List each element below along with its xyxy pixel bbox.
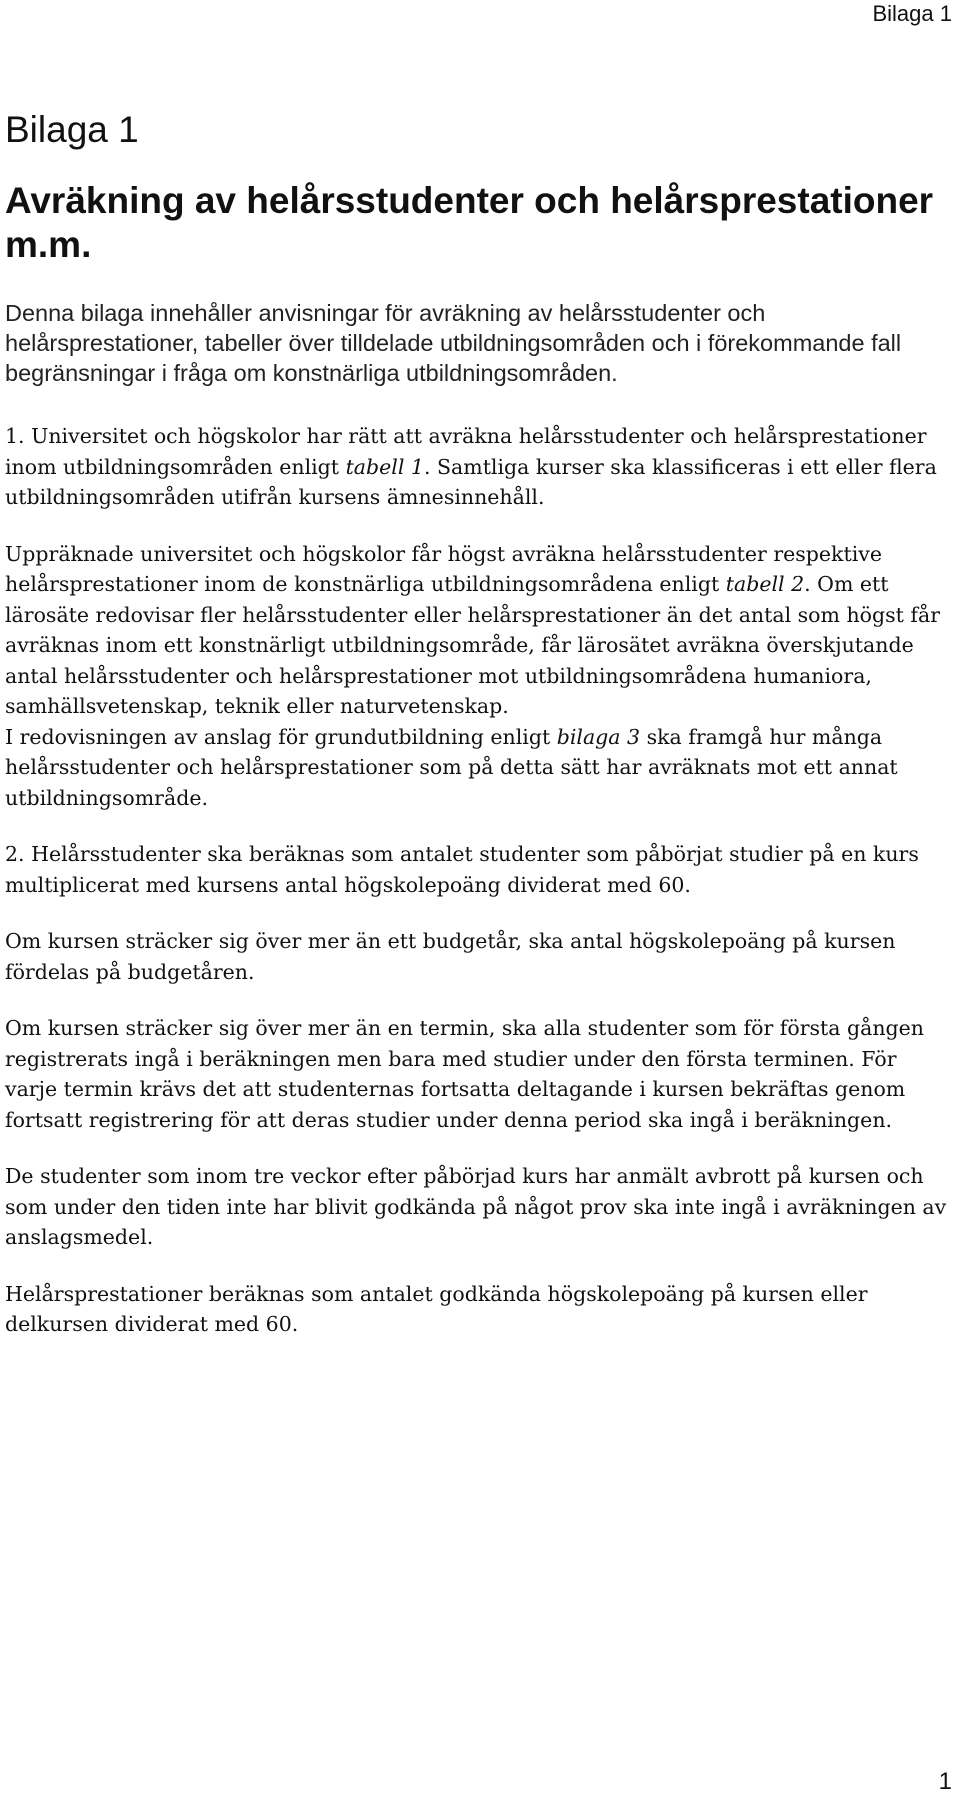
table-1-reference: tabell 1: [345, 454, 424, 479]
paragraph-6: Om kursen sträcker sig över mer än en termin, ska alla studenter som för första gången registrerats ingå i beräkningen men bara med studier under den första terminen. För varje termin krävs det att studenternas fortsatta deltagande i kursen bekräftas genom fortsatt registrering för att deras studier under denna period ska ingå i beräkningen.: [5, 1016, 925, 1132]
paragraph-3-text-b: ska framgå hur många helårsstudenter och helårsprestationer som på detta sätt har avräknats mot ett annat utbildningsområde.: [5, 724, 898, 810]
paragraph-2: [5, 539, 953, 722]
table-2-reference: tabell 2: [725, 572, 805, 596]
paragraph-1: [5, 421, 953, 513]
appendix-3-reference: bilaga 3: [556, 724, 641, 749]
paragraph-1-text-a: 1. Universitet och högskolor har rätt att avräkna helårsstudenter och helårsprestationer inom utbildningsområden enligt: [5, 424, 927, 479]
paragraph-3: [5, 722, 953, 814]
document-content: [5, 108, 953, 1366]
paragraph-2-text-a: Uppräknade universitet och högskolor får högst avräkna helårsstudenter respektive helårsprestationer inom de konstnärliga utbildningsområdena enligt: [5, 541, 882, 596]
paragraph-5: Om kursen sträcker sig över mer än ett budgetår, ska antal högskolepoäng på kursen fördelas på budgetåren.: [5, 929, 896, 984]
paragraph-3-text-a: I redovisningen av anslag för grundutbildning enligt: [5, 724, 557, 749]
paragraph-2-text-b: . Om ett lärosäte redovisar fler helårsstudenter eller helårsprestationer än det antal som högst får avräknas inom ett konstnärligt utbildningsområde, får lärosätet avräkna överskjutande antal helårsstudenter och helårsprestationer mot utbildningsområdena humaniora, samhällsvetenskap, teknik eller naturvetenskap.: [5, 572, 941, 718]
intro-paragraph: Denna bilaga innehåller anvisningar för avräkning av helårsstudenter och helårsprestationer, tabeller över tilldelade utbildningsområden och i förekommande fall begränsningar i fråga om konstnärliga utbildningsområden.: [5, 300, 902, 386]
page-number: 1: [938, 1768, 952, 1795]
paragraph-8: Helårsprestationer beräknas som antalet godkända högskolepoäng på kursen eller delkursen dividerat med 60.: [5, 1281, 868, 1336]
document-heading: Avräkning av helårsstudenter och helårsprestationer m.m.: [5, 180, 934, 265]
running-header: Bilaga 1: [872, 1, 952, 26]
paragraph-1-text-b: . Samtliga kurser ska klassificeras i ett eller flera utbildningsområden utifrån kursens ämnesinnehåll.: [5, 454, 937, 509]
paragraph-4: 2. Helårsstudenter ska beräknas som antalet studenter som påbörjat studier på en kurs multiplicerat med kursens antal högskolepoäng dividerat med 60.: [5, 842, 919, 897]
document-title: Bilaga 1: [5, 109, 139, 150]
paragraph-7: De studenter som inom tre veckor efter påbörjad kurs har anmält avbrott på kursen och som under den tiden inte har blivit godkända på något prov ska inte ingå i avräkningen av anslagsmedel.: [5, 1164, 947, 1249]
